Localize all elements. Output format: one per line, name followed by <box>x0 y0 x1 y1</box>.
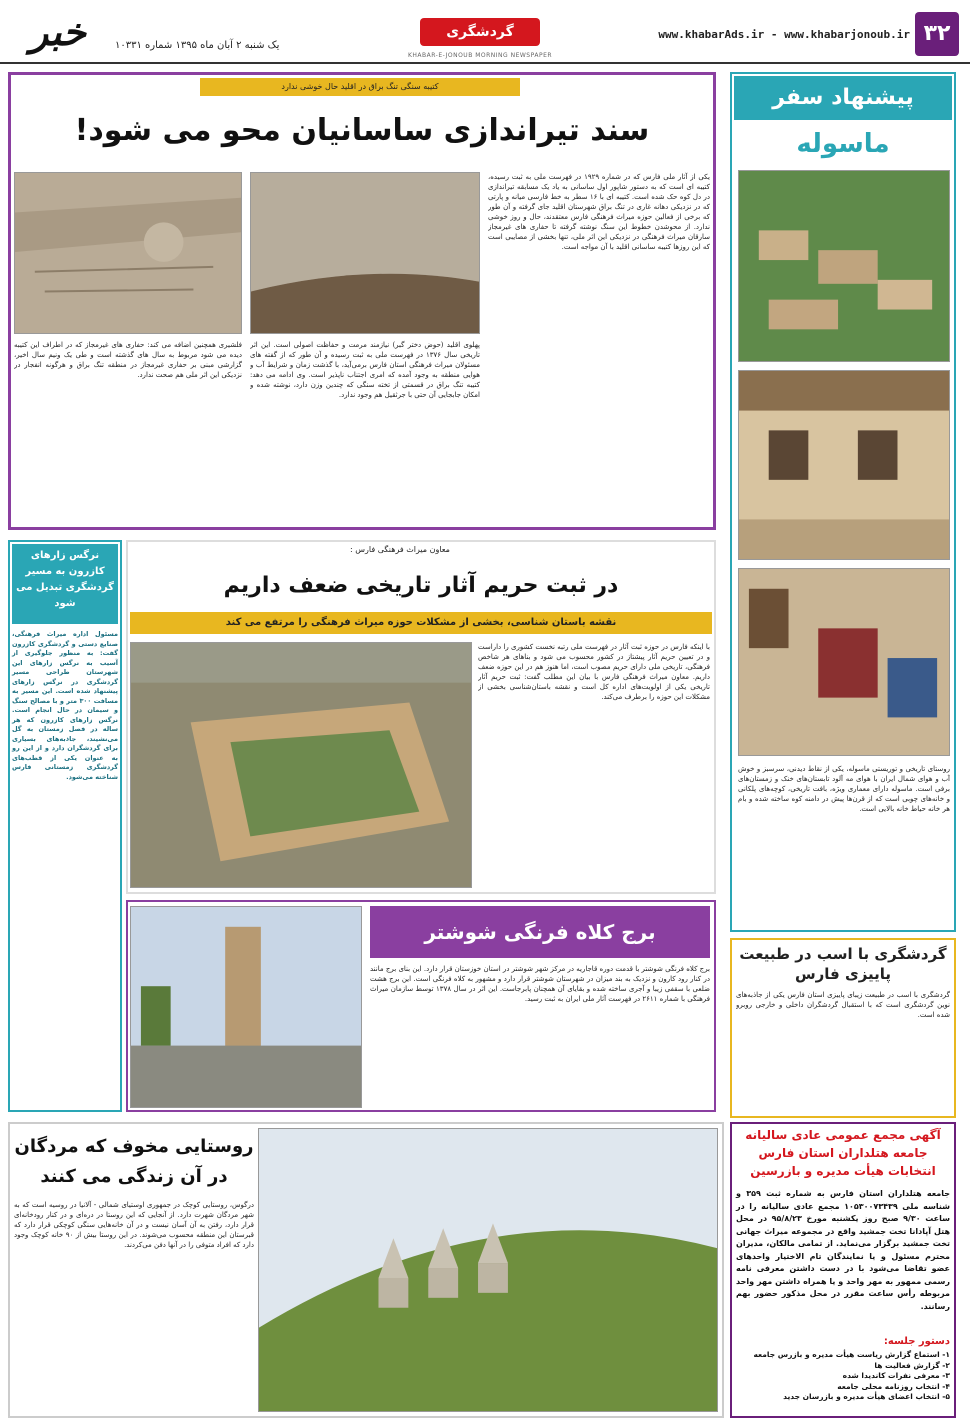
inscription-photo-1 <box>14 172 242 334</box>
travel-destination: ماسوله <box>796 129 890 159</box>
dargavs-crypts-photo <box>258 1128 718 1412</box>
masuleh-photo-1 <box>738 170 950 362</box>
site-urls[interactable]: www.khabarAds.ir - www.khabarjonoub.ir <box>658 28 910 41</box>
masuleh-photo-2 <box>738 370 950 560</box>
ad-agenda-list <box>736 1350 950 1403</box>
inscription-photo-2 <box>250 172 480 334</box>
travel-suggestion-body: روستای تاریخی و توریستی ماسوله، یکی از نقاط دیدنی، سرسبز و خوش آب و هوای شمال ایران با هوای مه آلود تابستان‌های خنک و زمستان‌های برفی است. ماسوله دارای معماری ویژه، بافت تاریخی، کوچه‌های پلکانی و خانه‌های چوبی است که از قرن‌ها پیش در دامنه کوه ساخته شده و بام هر خانه حیاط خانه بالایی است. <box>738 765 950 813</box>
narcissus-story-title: نرگس زارهای کازرون به مسیر گردشگری تبدیل می شود <box>12 544 118 624</box>
heritage-story-body: با اینکه فارس در حوزه ثبت آثار در فهرست ملی رتبه نخست کشوری را داراست و در تعیین حریم آثار پیشتاز در کشور محسوب می شود و بناهای هر شاخص فرهنگی، تاریخی ملی دارای حریم مصوب است، اما هنوز هم در این حوزه ضعف داریم. معاون میراث فرهنگی فارس با بیان این مطلب گفت: ثبت حریم آثار تاریخی یکی از اولویت‌های اداره کل است و نقشه باستان‌شناسی بخشی از مشکلات این حوزه را برطرف می‌کند. <box>478 643 710 701</box>
travel-suggestion-title: پیشنهاد سفر <box>734 76 952 120</box>
section-badge: گردشگری <box>420 18 540 46</box>
section-subtitle: KHABAR-E-JONOUB MORNING NEWSPAPER <box>407 52 553 59</box>
ad-agenda-item: ۵- انتخاب اعضای هیأت مدیره و بازرسان جدید <box>783 1392 950 1401</box>
ad-agenda-item: ۴- انتخاب روزنامه محلی جامعه <box>837 1381 950 1391</box>
hotel-association-ad-body: جامعه هتلداران استان فارس به شماره ثبت ۳۵۹ و شناسه ملی ۱۰۵۳۰۰۷۳۴۳۹ مجمع عادی سالیانه را در ساعت ۹/۳۰ صبح روز یکشنبه مورخ ۹۵/۸/۲۳ در محل هتل آپادانا تخت جمشید واقع در مجموعه میراث جهانی تخت جمشید برگزار می‌نماید. از تمامی مالکان، مدیران محترم مسئول و یا نمایندگان تام الاختیار واحدهای عضو تقاضا می‌شود با در دست داشتن معرفی نامه رسمی ممهور به مهر واحد و یا همراه داشتن مهر واحد مربوطه رأس ساعت مقرر در محل مذکور حضور بهم رسانند. <box>736 1189 951 1311</box>
masthead-logo: خبر <box>30 9 86 54</box>
top-story-column-1: یکی از آثار ملی فارس که در شماره ۱۹۲۹ در فهرست ملی به ثبت رسیده، کتیبه ای است که به دستور شاپور اول ساسانی به یاد یک مسابقه تیراندازی در دل کوه حک شده است. کتیبه ای با ۱۶ سطر به خط فارسی میانه و پارتی که در نزدیکی دهانه غاری در تنگ براق شهرستان اقلید جای گرفته و آن طور که برخی از فعالین حوزه میراث فرهنگی فارس معتقدند، حال و روز خوشی ندارد. از محوشدن خطوط این سنگ نوشته گرفته تا حفاری های غیرمجاز سارقان میراث فرهنگی در نزدیکی این اثر ملی، تنها بخشی از مصایبی است که این روزها کتیبه ساسانی اقلید با آن مواجه است. <box>488 173 710 251</box>
ad-agenda-item: ۲- گزارش فعالیت ها <box>874 1360 950 1370</box>
heritage-story-kicker: معاون میراث فرهنگی فارس : <box>350 545 450 554</box>
dargavs-story-title: روستایی مخوف که مردگان در آن زندگی می کنند <box>14 1136 254 1187</box>
page-number: ۳۲ <box>915 12 959 56</box>
issue-date: یک شنبه ۲ آبان ماه ۱۳۹۵ شماره ۱۰۳۳۱ <box>115 40 280 51</box>
ad-agenda-label: دستور جلسه: <box>883 1336 950 1347</box>
shushtar-tower-photo <box>130 906 362 1108</box>
heritage-story-subhead: نقشه باستان شناسی، بخشی از مشکلات حوزه میراث فرهنگی را مرتفع می کند <box>130 612 712 634</box>
top-story-kicker: کتیبه سنگی تنگ براق در اقلید حال خوشی ندارد <box>200 78 520 96</box>
hotel-association-ad-title: آگهی مجمع عمومی عادی سالیانه جامعه هتلداران استان فارس انتخابات هیأت مدیره و بازرسین <box>745 1128 941 1178</box>
narcissus-story-body: مسئول اداره میراث فرهنگی، صنایع دستی و گردشگری کازرون گفت: به منظور جلوگیری از آسیب به نرگس زارهای این شهرستان طراحی مسیر گردشگری در نرگس زارهای پیشنهاد شده است. این مسیر به مسافت ۳۰۰ متر و با مصالح سنگ و سیمان در حال انجام است. نرگس زارهای کازرون که هر ساله در فصل زمستان به گل می‌نشیند، جاذبه‌های بسیاری برای گردشگران دارد و از این رو به عنوان یکی از قطب‌های گردشگری زمستانی فارس شناخته می‌شود. <box>12 630 118 781</box>
ad-agenda-item: ۳- معرفی نفرات کاندیدا شده <box>842 1371 950 1380</box>
horse-tourism-title: گردشگری با اسب در طبیعت پاییزی فارس <box>739 945 947 983</box>
header-divider <box>0 62 970 64</box>
ad-agenda-item: ۱- استماع گزارش ریاست هیأت مدیره و بازرس جامعه <box>753 1350 950 1359</box>
top-story-column-3: فلشیری همچنین اضافه می کند: حفاری های غیرمجاز که در اطراف این کتیبه دیده می شود مربوط به سال های گذشته است و طی یک ونیم سال اخیر، گزارشی مبنی بر حفاری غیرمجاز در منطقه تنگ براق و هرگونه انفجار در نزدیکی این اثر ملی هم صحت ندارد. <box>14 341 242 379</box>
karim-khan-citadel-photo <box>130 642 472 888</box>
shushtar-tower-title: برج کلاه فرنگی شوشتر <box>370 906 710 958</box>
dargavs-story-body: درگوس، روستایی کوچک در جمهوری اوستیای شمالی - آلانیا در روسیه است که به شهر مردگان شهرت دارد. از آنجایی که این روستا در دره‌ای و در کنار رودخانه‌ای قرار دارد، رفتن به آن آسان نیست و در آن خانه‌هایی سنگی کوچکی قرار دارد که قبرستان این منطقه محسوب می‌شوند. در این روستا بیش از ۹۰ خانه کوچک وجود دارد که افراد متوفی را در آنها دفن می‌کردند. <box>14 1201 254 1249</box>
top-story-headline: سند تیراندازی ساسانیان محو می شود! <box>74 113 650 148</box>
masuleh-photo-3 <box>738 568 950 756</box>
heritage-story-headline: در ثبت حریم آثار تاریخی ضعف داریم <box>223 573 619 598</box>
shushtar-tower-body: برج کلاه فرنگی شوشتر با قدمت دوره قاجاریه در مرکز شهر شوشتر در استان خوزستان قرار دارد. این بنای برج مانند در کنار رود کارون و نزدیک به بند میزان در شهرستان شوشتر قرار دارد و مشهور به کلاه فرنگی است. این برج هشت ضلعی با سقفی زیبا و آجری ساخته شده و بقایای آن همچنان پابرجاست. این اثر در سال ۱۳۷۸ توسط سازمان میراث فرهنگی با شماره ۲۶۱۱ در فهرست آثار ملی ایران به ثبت رسید. <box>370 965 710 1003</box>
horse-tourism-body: گردشگری با اسب در طبیعت زیبای پاییزی استان فارس یکی از جاذبه‌های نوین گردشگری است که با استقبال گردشگران داخلی و خارجی روبرو شده است. <box>736 991 950 1019</box>
top-story-column-2: پهلوی اقلید (حوض دختر گبر) نیازمند مرمت و حفاظت اصولی است. این اثر تاریخی سال ۱۳۷۶ در فهرست ملی به ثبت رسیده و آن طور که از گفته های مسئولان میراث فرهنگی استان فارس برمی‌آید، با گذشت زمان و شرایط آب و هوایی منطقه به وجود آمده که امری اجتناب ناپذیر است. وی ادامه می دهد: کتیبه تنگ براق در قسمتی از تخته سنگی که چندین وزن دارد، نوشته شده و امکان جابجایی آن حتی با جرثقیل هم وجود ندارد. <box>250 341 480 399</box>
